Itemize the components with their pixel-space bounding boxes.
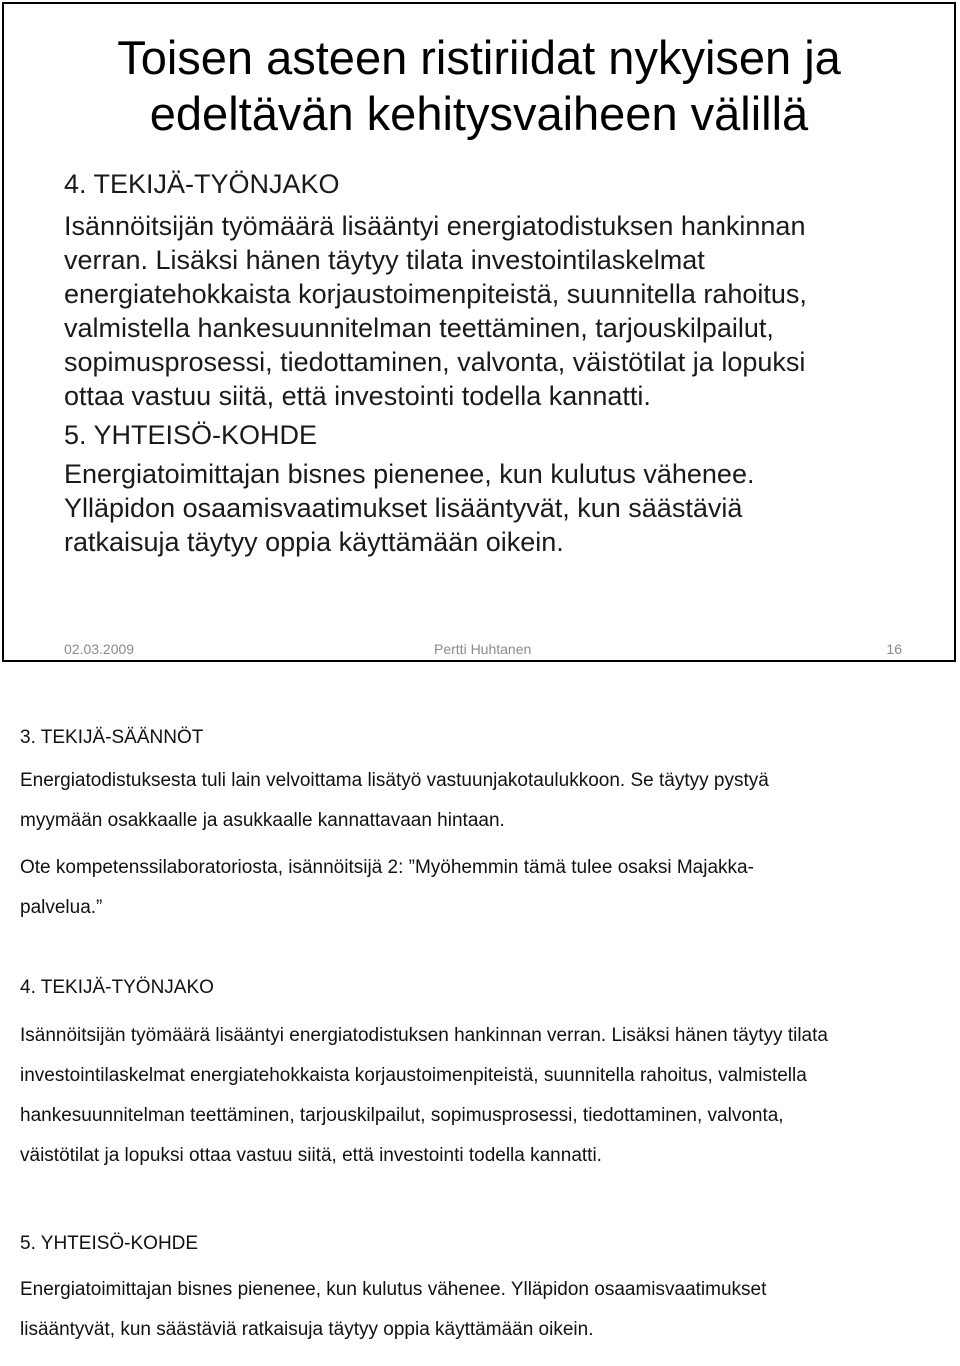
speaker-notes xyxy=(20,724,945,1350)
slide-section4-line: ottaa vastuu siitä, että investointi todella kannatti. xyxy=(64,381,651,411)
slide-section4-line: Isännöitsijän työmäärä lisääntyi energiatodistuksen hankinnan xyxy=(64,211,806,241)
notes-section4-line: investointilaskelmat energiatehokkaista korjaustoimenpiteistä, suunnitella rahoitus, valmistella xyxy=(20,1065,807,1086)
notes-section5-paragraph xyxy=(20,1270,945,1350)
notes-section3-line: Ote kompetenssilaboratoriosta, isännöitsijä 2: ”Myöhemmin tämä tulee osaksi Majakka- xyxy=(20,857,754,878)
notes-section4-paragraph xyxy=(20,1016,945,1176)
slide-section4-heading: 4. TEKIJÄ-TYÖNJAKO xyxy=(64,169,340,199)
notes-section4-line: hankesuunnitelman teettäminen, tarjouskilpailut, sopimusprosessi, tiedottaminen, valvonta, xyxy=(20,1105,784,1126)
slide-section4-line: sopimusprosessi, tiedottaminen, valvonta, väistötilat ja lopuksi xyxy=(64,347,806,377)
notes-section5-line: lisääntyvät, kun säästäviä ratkaisuja täytyy oppia käyttämään oikein. xyxy=(20,1319,594,1340)
notes-section5-line: Energiatoimittajan bisnes pienenee, kun kulutus vähenee. Ylläpidon osaamisvaatimukset xyxy=(20,1279,767,1300)
footer-author: Pertti Huhtanen xyxy=(434,641,532,657)
slide-section4-paragraph xyxy=(64,209,924,413)
slide-section5-line: Energiatoimittajan bisnes pienenee, kun kulutus vähenee. xyxy=(64,459,755,489)
slide-section5-line: ratkaisuja täytyy oppia käyttämään oikein. xyxy=(64,527,564,557)
notes-section4-line: väistötilat ja lopuksi ottaa vastuu siitä, että investointi todella kannatti. xyxy=(20,1145,602,1166)
notes-section3-heading: 3. TEKIJÄ-SÄÄNNÖT xyxy=(20,727,204,748)
footer-date: 02.03.2009 xyxy=(64,641,135,657)
slide-title-line-2: edeltävän kehitysvaiheen välillä xyxy=(149,87,809,140)
footer-page-number: 16 xyxy=(886,641,902,657)
slide-section5-paragraph xyxy=(64,457,924,559)
slide-section5-heading: 5. YHTEISÖ-KOHDE xyxy=(64,420,318,450)
notes-section4-line: Isännöitsijän työmäärä lisääntyi energiatodistuksen hankinnan verran. Lisäksi hänen täytyy tilata xyxy=(20,1025,828,1046)
notes-section3-paragraph xyxy=(20,761,945,928)
slide-title xyxy=(4,30,954,142)
slide-body xyxy=(64,167,924,559)
notes-section5-heading: 5. YHTEISÖ-KOHDE xyxy=(20,1233,199,1254)
slide-section4-line: valmistella hankesuunnitelman teettäminen, tarjouskilpailut, xyxy=(64,313,774,343)
notes-section4-heading: 4. TEKIJÄ-TYÖNJAKO xyxy=(20,977,214,998)
notes-section3-line: palvelua.” xyxy=(20,897,103,918)
slide-section4-line: energiatehokkaista korjaustoimenpiteistä, suunnitella rahoitus, xyxy=(64,279,807,309)
slide-section5-line: Ylläpidon osaamisvaatimukset lisääntyvät, kun säästäviä xyxy=(64,493,743,523)
slide-footer xyxy=(64,641,902,661)
slide-section4-line: verran. Lisäksi hänen täytyy tilata investointilaskelmat xyxy=(64,245,705,275)
slide-title-line-1: Toisen asteen ristiriidat nykyisen ja xyxy=(117,31,841,84)
notes-section3-line: myymään osakkaalle ja asukkaalle kannattavaan hintaan. xyxy=(20,810,505,831)
notes-section3-line: Energiatodistuksesta tuli lain velvoittama lisätyö vastuunjakotaulukkoon. Se täytyy pystyä xyxy=(20,770,769,791)
slide-frame xyxy=(2,2,956,662)
